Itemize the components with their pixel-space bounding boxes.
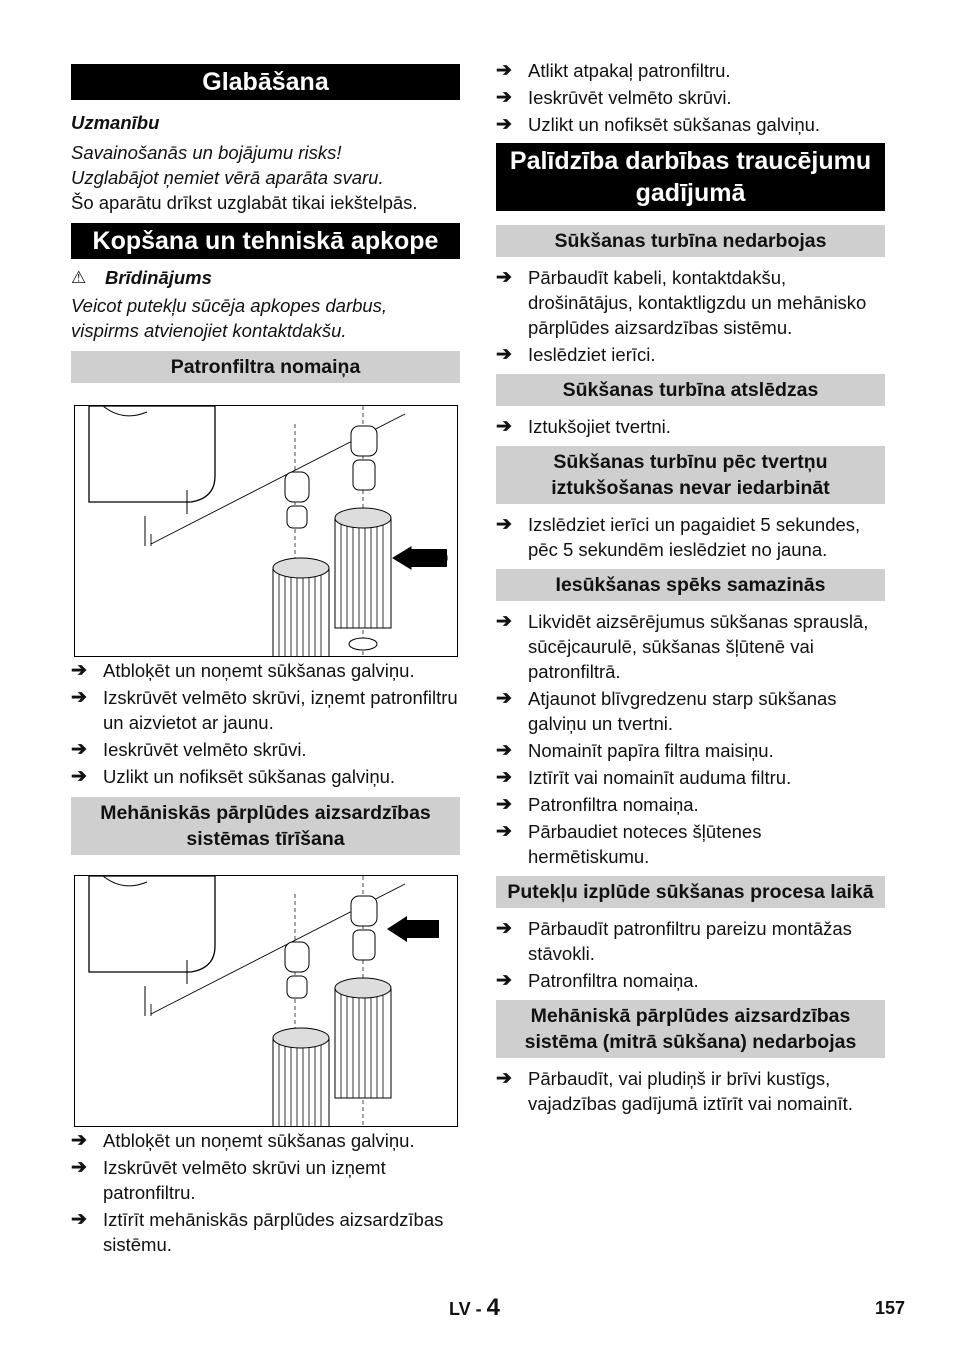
arrow-bullet-icon: ➔ bbox=[496, 1068, 512, 1089]
right-column bbox=[496, 58, 885, 1118]
left-column bbox=[71, 58, 460, 1259]
arrow-bullet-icon: ➔ bbox=[496, 794, 512, 815]
arrow-bullet-icon: ➔ bbox=[71, 1209, 87, 1230]
list-item: ➔ Ieskrūvēt velmēto skrūvi. bbox=[496, 87, 732, 108]
arrow-bullet-icon: ➔ bbox=[496, 688, 512, 709]
section-heading: Mehāniskā pārplūdes aizsardzības sistēma (mitrā sūkšana) nedarbojas bbox=[496, 1000, 885, 1058]
warning-triangle-icon: ⚠ bbox=[71, 268, 87, 287]
reassembly-steps-list bbox=[496, 58, 885, 137]
footer-section-page: 4 bbox=[486, 1294, 501, 1321]
section-steps-list bbox=[496, 1066, 885, 1116]
page-number: 157 bbox=[875, 1298, 906, 1318]
list-item: ➔ Izskrūvēt velmēto skrūvi un izņemt patronfiltru. bbox=[71, 1157, 386, 1203]
caution-line-2: Uzglabājot ņemiet vērā aparāta svaru. bbox=[71, 167, 384, 188]
section-heading: Sūkšanas turbīna atslēdzas bbox=[496, 374, 885, 406]
arrow-bullet-icon: ➔ bbox=[71, 739, 87, 760]
list-item: ➔ Likvidēt aizsērējumus sūkšanas sprauslā, sūcējcaurulē, sūkšanas šļūtenē vai patronfiltrā. bbox=[496, 611, 869, 682]
warning-row bbox=[71, 265, 460, 290]
arrow-bullet-icon: ➔ bbox=[496, 970, 512, 991]
list-item: ➔ Pārbaudīt, vai pludiņš ir brīvi kustīgs, vajadzības gadījumā iztīrīt vai nomainīt. bbox=[496, 1068, 853, 1114]
list-item: ➔ Izslēdziet ierīci un pagaidiet 5 sekundes, pēc 5 sekundēm ieslēdziet no jauna. bbox=[496, 514, 861, 560]
arrow-bullet-icon: ➔ bbox=[71, 1157, 87, 1178]
warning-line-2: vispirms atvienojiet kontaktdakšu. bbox=[71, 320, 347, 341]
arrow-bullet-icon: ➔ bbox=[71, 1130, 87, 1151]
caution-label: Uzmanību bbox=[71, 112, 160, 133]
list-item: ➔ Atlikt atpakaļ patronfiltru. bbox=[496, 60, 731, 81]
arrow-bullet-icon: ➔ bbox=[496, 611, 512, 632]
list-item: ➔ Iztīrīt mehāniskās pārplūdes aizsardzības sistēmu. bbox=[71, 1209, 444, 1255]
list-item: ➔ Pārbaudiet noteces šļūtenes hermētiskumu. bbox=[496, 821, 762, 867]
maintenance-heading: Kopšana un tehniskā apkope bbox=[71, 223, 460, 259]
arrow-bullet-icon: ➔ bbox=[71, 766, 87, 787]
arrow-bullet-icon: ➔ bbox=[496, 514, 512, 535]
filter-heading: Patronfiltra nomaiņa bbox=[71, 351, 460, 383]
section-steps-list bbox=[496, 265, 885, 367]
list-item: ➔ Patronfiltra nomaiņa. bbox=[496, 970, 699, 991]
list-item: ➔ Atbloķēt un noņemt sūkšanas galviņu. bbox=[71, 660, 415, 681]
footer-separator: - bbox=[470, 1299, 487, 1319]
list-item: ➔ Atbloķēt un noņemt sūkšanas galviņu. bbox=[71, 1130, 415, 1151]
overflow-illustration bbox=[75, 876, 458, 1127]
warning-line-1: Veicot putekļu sūcēja apkopes darbus, bbox=[71, 295, 388, 316]
arrow-bullet-icon: ➔ bbox=[496, 821, 512, 842]
arrow-bullet-icon: ➔ bbox=[496, 344, 512, 365]
caution-line-1: Savainošanās un bojājumu risks! bbox=[71, 142, 342, 163]
section-heading: Sūkšanas turbīnu pēc tvertņu iztukšošanas nevar iedarbināt bbox=[496, 446, 885, 504]
overflow-cleaning-figure bbox=[74, 875, 458, 1127]
section-heading: Iesūkšanas spēks samazinās bbox=[496, 569, 885, 601]
section-heading: Sūkšanas turbīna nedarbojas bbox=[496, 225, 885, 257]
section-steps-list bbox=[496, 414, 885, 439]
list-item: ➔ Uzlikt un nofiksēt sūkšanas galviņu. bbox=[71, 766, 396, 787]
list-item: ➔ Atjaunot blīvgredzenu starp sūkšanas galviņu un tvertni. bbox=[496, 688, 837, 734]
filter-illustration bbox=[75, 406, 458, 657]
storage-heading: Glabāšana bbox=[71, 64, 460, 100]
arrow-bullet-icon: ➔ bbox=[496, 87, 512, 108]
arrow-bullet-icon: ➔ bbox=[71, 687, 87, 708]
overflow-steps-list bbox=[71, 1128, 460, 1257]
list-item: ➔ Iztukšojiet tvertni. bbox=[496, 416, 671, 437]
list-item: ➔ Nomainīt papīra filtra maisiņu. bbox=[496, 740, 774, 761]
list-item: ➔ Iztīrīt vai nomainīt auduma filtru. bbox=[496, 767, 792, 788]
section-steps-list bbox=[496, 512, 885, 562]
section-heading: Putekļu izplūde sūkšanas procesa laikā bbox=[496, 876, 885, 908]
warning-label: Brīdinājums bbox=[105, 267, 212, 288]
footer-lang: LV bbox=[449, 1299, 471, 1319]
arrow-bullet-icon: ➔ bbox=[71, 660, 87, 681]
list-item: ➔ Pārbaudīt kabeli, kontaktdakšu, drošinātājus, kontaktligzdu un mehānisko pārplūdes aizsardzības sistēmu. bbox=[496, 267, 867, 338]
footer-section-label bbox=[449, 1294, 500, 1323]
list-item: ➔ Izskrūvēt velmēto skrūvi, izņemt patronfiltru un aizvietot ar jaunu. bbox=[71, 687, 458, 733]
arrow-bullet-icon: ➔ bbox=[496, 740, 512, 761]
troubleshooting-heading: Palīdzība darbības traucējumu gadījumā bbox=[496, 143, 885, 211]
section-steps-list bbox=[496, 916, 885, 993]
storage-text: Šo aparātu drīkst uzglabāt tikai iekštelpās. bbox=[71, 192, 418, 213]
list-item: ➔ Uzlikt un nofiksēt sūkšanas galviņu. bbox=[496, 114, 821, 135]
arrow-bullet-icon: ➔ bbox=[496, 60, 512, 81]
arrow-bullet-icon: ➔ bbox=[496, 267, 512, 288]
section-steps-list bbox=[496, 609, 885, 869]
filter-steps-list bbox=[71, 658, 460, 789]
list-item: ➔ Ieskrūvēt velmēto skrūvi. bbox=[71, 739, 307, 760]
list-item: ➔ Patronfiltra nomaiņa. bbox=[496, 794, 699, 815]
list-item: ➔ Pārbaudīt patronfiltru pareizu montāžas stāvokli. bbox=[496, 918, 852, 964]
list-item: ➔ Ieslēdziet ierīci. bbox=[496, 344, 656, 365]
arrow-bullet-icon: ➔ bbox=[496, 114, 512, 135]
arrow-bullet-icon: ➔ bbox=[496, 416, 512, 437]
overflow-heading: Mehāniskās pārplūdes aizsardzības sistēmas tīrīšana bbox=[71, 797, 460, 855]
arrow-bullet-icon: ➔ bbox=[496, 767, 512, 788]
arrow-bullet-icon: ➔ bbox=[496, 918, 512, 939]
filter-replacement-figure bbox=[74, 405, 458, 657]
